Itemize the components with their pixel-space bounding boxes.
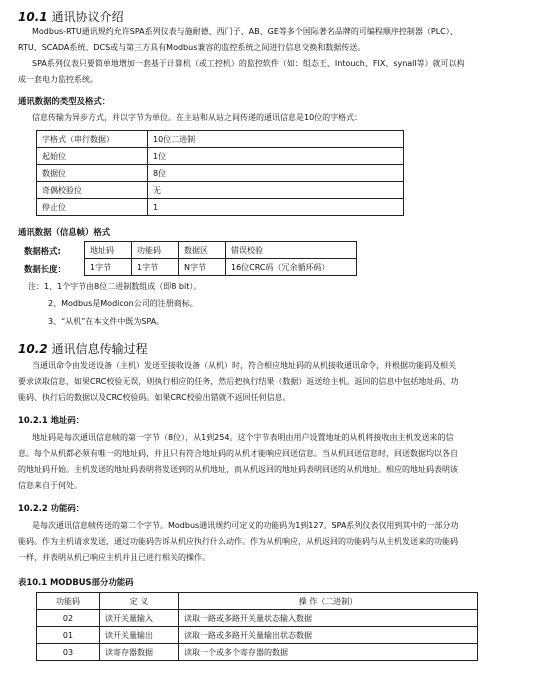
paragraph-line: RTU、SCADA系统、DCS或与第三方具有Modbus兼容的监控系统之间进行信息交换和数据传送。 [18,43,366,52]
paragraph-line: 是每次通讯信息帧传送的第二个字节。Modbus通讯规约可定义的功能码为1到127。SPA系列仪表仅用到其中的一部分功 [32,521,459,530]
paragraph-line: 要求读取信息，如果CRC校验无误，则执行相应的任务，然后把执行结果（数据）返送给主机。返回的信息中包括地址码、功 [18,377,459,386]
paragraph-line: SPA系列仪表只要简单地增加一套基于计算机（或工控机）的监控软件（如：组态王、Intouch、FIX、synall等）就可以构 [32,59,465,68]
table-header-cell: 功能码 [37,593,100,610]
format-heading: 通讯数据的类型及格式： [18,96,111,106]
table-cell: 01 [37,627,100,644]
table-row [37,148,404,165]
paragraph-line: 能码。作为主机请求发送，通过功能码告诉从机应执行什么动作。作为从机响应，从机返回的功能码与从主机发送来的功能码 [18,537,458,546]
table-row [37,644,478,661]
table-cell: 读开关量输出 [100,627,179,644]
table-cell: 字格式（串行数据） [37,131,148,148]
paragraph-line: 的地址码开始。主机发送的地址码表明将发送到的从机地址，而从机返回的地址码表明回送的从机地址。相应的地址码表明该 [18,465,458,474]
subsection-heading-10-2-1 [18,414,84,426]
paragraph-line: 当通讯命令由发送设备（主机）发送至接收设备（从机）时，符合相应地址码的从机接收通讯命令，并根据功能码及相关 [32,361,456,370]
frame-row-label: 数据格式: [24,246,61,256]
subsection-number: 10.2.1 [18,415,48,425]
paragraph-line: 信息来自于何处。 [18,481,82,490]
note-line: 3、“从机”在本文件中既为SPA。 [48,317,165,326]
table-cell: 无 [148,182,404,199]
table-cell: 读开关量输入 [100,610,179,627]
paragraph-line: Modbus-RTU通讯规约允许SPA系列仪表与施耐德、西门子、AB、GE等多个国际著名品牌的可编程顺序控制器（PLC）、 [32,27,458,36]
paragraph-line: 能码、执行后的数据以及CRC校验码。如果CRC校验出错就不返回任何信息。 [18,393,291,402]
subsection-title: 地址码： [50,415,85,425]
table-cell: 停止位 [37,199,148,216]
table-row [37,610,478,627]
paragraph-line: 息。每个从机都必须有唯一的地址码，并且只有符合地址码的从机才能响应回送信息。当从机回送信息时，回送数据均以各自 [18,449,458,458]
frame-row-label: 数据长度： [24,264,66,274]
section-title: 通讯协议介绍 [51,10,124,24]
function-code-table [36,592,478,661]
section-heading-10-2 [18,340,148,357]
section-heading-10-1 [18,8,124,25]
table-cell: 读寄存器数据 [100,644,179,661]
paragraph-line: 地址码是每次通讯信息帧的第一字节（8位），从1到254。这个字节表明由用户设置地址的从机将接收由主机发送来的信 [32,433,454,442]
section-number: 10.2 [18,342,48,356]
note-line: 注：1、1个字节由8位二进制数组成（即8 bit）。 [28,282,202,291]
table-cell: 功能码 [132,242,179,259]
section-number: 10.1 [18,10,48,24]
table-row [37,165,404,182]
table-cell: 奇偶校验位 [37,182,148,199]
table-cell: 读取一路或多路开关量输出状态数据 [179,627,478,644]
table-cell: 8位 [148,165,404,182]
table-cell: 1字节 [85,259,132,276]
table-row [37,182,404,199]
table-row [85,242,357,259]
table-caption: 表10.1 MODBUS部分功能码 [18,577,134,587]
table-row [37,131,404,148]
table-cell: 数据区 [179,242,226,259]
table-header-row [37,593,478,610]
table-cell: 1 [148,199,404,216]
table-cell: 1字节 [132,259,179,276]
table-cell: 错误校验 [226,242,357,259]
table-row [85,259,357,276]
table-header-cell: 操 作（二进制） [179,593,478,610]
table-cell: N字节 [179,259,226,276]
table-cell: 16位CRC码（冗余循环码） [226,259,357,276]
table-cell: 数据位 [37,165,148,182]
table-row [37,627,478,644]
note-line: 2、Modbus是Modicon公司的注册商标。 [48,299,198,308]
word-format-table [36,130,404,216]
format-intro: 信息传输为异步方式，并以字节为单位。在主站和从站之间传递的通讯信息是10位的字格式： [32,113,363,122]
table-cell: 02 [37,610,100,627]
frame-heading: 通讯数据（信息帧）格式 [18,227,111,237]
table-header-cell: 定 义 [100,593,179,610]
table-cell: 1位 [148,148,404,165]
section-title: 通讯信息传输过程 [51,342,148,356]
subsection-heading-10-2-2 [18,502,84,514]
table-cell: 读取一个或多个寄存器的数据 [179,644,478,661]
paragraph-line: 一样，并表明从机已响应主机并且已进行相关的操作。 [18,553,210,562]
table-cell: 起始位 [37,148,148,165]
table-cell: 10位二进制 [148,131,404,148]
table-cell: 读取一路或多路开关量状态输入数据 [179,610,478,627]
paragraph-line: 成一套电力监控系统。 [18,75,98,84]
frame-format-table [84,241,357,276]
table-cell: 03 [37,644,100,661]
subsection-title: 功能码： [50,503,85,513]
table-row [37,199,404,216]
table-cell: 地址码 [85,242,132,259]
subsection-number: 10.2.2 [18,503,48,513]
